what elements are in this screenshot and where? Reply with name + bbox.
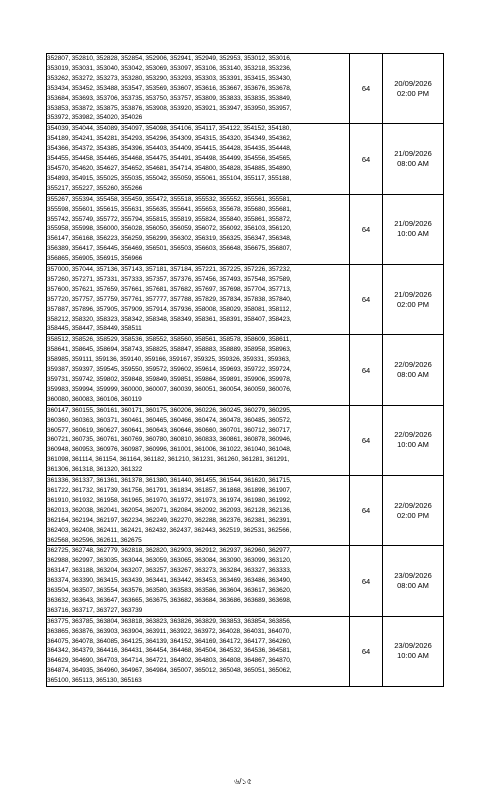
roll-numbers-cell — [47, 335, 350, 405]
exam-datetime-cell — [383, 54, 444, 124]
candidate-count-cell: 64 — [350, 265, 383, 335]
exam-date: 22/09/2026 — [394, 430, 432, 440]
roll-numbers-line: 357600, 357621, 357659, 357661, 357681, 357682, 357697, 357698, 357704, 357713, — [47, 285, 292, 293]
roll-numbers-line: 357260, 357271, 357331, 357333, 357357, 357376, 357456, 357493, 357548, 357589, — [47, 275, 292, 283]
schedule-row — [47, 335, 444, 405]
exam-date: 23/09/2026 — [394, 641, 432, 651]
roll-numbers-line: 361910, 361932, 361958, 361965, 361970, 361972, 361973, 361974, 361980, 361992, — [47, 496, 292, 504]
candidate-count-cell: 64 — [350, 335, 383, 405]
schedule-row — [47, 124, 444, 194]
candidate-count-cell: 64 — [350, 54, 383, 124]
roll-numbers-line: 355598, 355601, 355615, 355631, 355635, 355641, 355653, 355678, 355680, 355681, — [47, 205, 292, 213]
schedule-table — [46, 53, 444, 687]
roll-numbers-line: 360147, 360155, 360161, 360171, 360175, 360206, 360226, 360245, 360279, 360295, — [47, 406, 292, 414]
roll-numbers-line: 358641, 358645, 358694, 358743, 358825, 358847, 358883, 358889, 358958, 358963, — [47, 346, 292, 354]
candidate-count-cell: 64 — [350, 194, 383, 264]
roll-numbers-line: 358512, 358526, 358529, 358536, 358552, 358560, 358561, 358578, 358609, 358611, — [47, 336, 292, 344]
roll-numbers-line: 362725, 362748, 362779, 362818, 362820, 362903, 362912, 362937, 362960, 362977, — [47, 547, 292, 555]
roll-numbers-line: 363865, 363876, 363903, 363904, 363911, 363922, 363972, 364028, 364031, 364070, — [47, 627, 292, 635]
exam-datetime-cell — [383, 124, 444, 194]
exam-date: 21/09/2026 — [394, 149, 432, 159]
roll-numbers-line: 353972, 353982, 354020, 354026 — [47, 114, 143, 122]
schedule-table-body — [47, 54, 444, 687]
roll-numbers-line: 354570, 354620, 354627, 354652, 354681, 354714, 354800, 354828, 354885, 354890, — [47, 164, 292, 172]
exam-time: 02:00 PM — [396, 88, 430, 98]
exam-datetime-cell — [383, 265, 444, 335]
exam-time: 10:00 AM — [397, 651, 429, 661]
roll-numbers-line: 357720, 357757, 357759, 357761, 357777, 357788, 357829, 357834, 357838, 357840, — [47, 295, 292, 303]
roll-numbers-line: 363374, 363390, 363415, 363439, 363441, 363442, 363453, 363469, 363486, 363490, — [47, 577, 292, 585]
roll-numbers-line: 360948, 360953, 360976, 360987, 360996, 361001, 361006, 361022, 361040, 361048, — [47, 446, 292, 454]
schedule-row — [47, 476, 444, 546]
roll-numbers-line: 353853, 353872, 353875, 353876, 353908, 353920, 353921, 353947, 353950, 353957, — [47, 104, 292, 112]
exam-time: 08:00 AM — [397, 581, 429, 591]
roll-numbers-line: 364629, 364690, 364703, 364714, 364721, 364802, 364803, 364808, 364867, 364870, — [47, 657, 292, 665]
roll-numbers-line: 353434, 353452, 353488, 353547, 353569, 353607, 353616, 353667, 353676, 353678, — [47, 84, 292, 92]
candidate-count-cell: 64 — [350, 546, 383, 616]
schedule-row — [47, 265, 444, 335]
exam-date: 22/09/2026 — [394, 360, 432, 370]
roll-numbers-line: 363504, 363507, 363554, 363576, 363580, 363583, 363586, 363604, 363617, 363620, — [47, 587, 292, 595]
roll-numbers-line: 361336, 361337, 361361, 361378, 361380, 361440, 361455, 361544, 361620, 361715, — [47, 477, 292, 485]
roll-numbers-line: 360721, 360735, 360761, 360769, 360780, 360810, 360833, 360861, 360878, 360946, — [47, 436, 292, 444]
schedule-row — [47, 546, 444, 616]
roll-numbers-line: 355267, 355394, 355458, 355459, 355472, 355518, 355532, 355552, 355561, 355581, — [47, 195, 292, 203]
exam-date: 21/09/2026 — [394, 219, 432, 229]
exam-datetime-cell — [383, 546, 444, 616]
roll-numbers-cell — [47, 54, 350, 124]
roll-numbers-line: 356147, 356168, 356223, 356259, 356299, 356302, 356319, 356325, 356347, 356348, — [47, 235, 292, 243]
exam-datetime-cell — [383, 476, 444, 546]
schedule-row — [47, 405, 444, 475]
exam-date: 21/09/2026 — [394, 289, 432, 299]
roll-numbers-line: 357000, 357044, 357136, 357143, 357181, 357184, 357221, 357225, 357226, 357232, — [47, 266, 292, 274]
roll-numbers-line: 364075, 364078, 364085, 364125, 364139, 364152, 364169, 364172, 364177, 364260, — [47, 637, 292, 645]
roll-numbers-cell — [47, 546, 350, 616]
roll-numbers-line: 362013, 362038, 362041, 362054, 362071, 362084, 362092, 362093, 362128, 362136, — [47, 506, 292, 514]
roll-numbers-line: 362568, 362596, 362611, 362675 — [47, 536, 142, 544]
roll-numbers-cell — [47, 476, 350, 546]
exam-time: 08:00 AM — [397, 370, 429, 380]
schedule-row — [47, 194, 444, 264]
exam-datetime-cell — [383, 616, 444, 686]
roll-numbers-line: 358985, 359111, 359136, 359140, 359166, 359167, 359325, 359326, 359331, 359363, — [47, 356, 291, 364]
exam-time: 02:00 PM — [396, 299, 430, 309]
roll-numbers-cell — [47, 194, 350, 264]
roll-numbers-line: 360577, 360619, 360627, 360641, 360643, 360646, 360660, 360701, 360712, 360717, — [47, 426, 292, 434]
roll-numbers-cell — [47, 265, 350, 335]
roll-numbers-line: 364342, 364379, 364416, 364431, 364454, 364468, 364504, 364532, 364536, 364581, — [47, 647, 292, 655]
roll-numbers-line: 358212, 358320, 358323, 358342, 358348, 358349, 358361, 358391, 358407, 358423, — [47, 315, 292, 323]
roll-numbers-line: 361306, 361318, 361320, 361322 — [47, 466, 143, 474]
roll-numbers-cell — [47, 405, 350, 475]
roll-numbers-line: 354189, 354241, 354281, 354293, 354296, 354309, 354315, 354320, 354349, 354362, — [47, 135, 292, 143]
schedule-row — [47, 54, 444, 124]
roll-numbers-line: 357887, 357896, 357905, 357909, 357914, 357936, 358008, 358029, 358081, 358112, — [47, 305, 292, 313]
roll-numbers-line: 362164, 362194, 362197, 362234, 362249, 362270, 362288, 362376, 362381, 362391, — [47, 516, 292, 524]
exam-time: 10:00 AM — [397, 229, 429, 239]
roll-numbers-line: 363632, 363643, 363647, 363665, 363675, 363682, 363684, 363686, 363689, 363698, — [47, 596, 292, 604]
exam-time: 08:00 AM — [397, 159, 429, 169]
roll-numbers-line: 360360, 360363, 360371, 360461, 360465, 360466, 360474, 360478, 360485, 360572, — [47, 416, 292, 424]
roll-numbers-line: 363716, 363717, 363727, 363739 — [47, 606, 143, 614]
candidate-count-cell: 64 — [350, 616, 383, 686]
roll-numbers-cell — [47, 124, 350, 194]
roll-numbers-line: 360080, 360083, 360106, 360119 — [47, 395, 142, 403]
roll-numbers-cell — [47, 616, 350, 686]
roll-numbers-line: 355958, 355998, 356000, 356028, 356050, 356059, 356072, 356092, 356103, 356120, — [47, 225, 292, 233]
exam-datetime-cell — [383, 194, 444, 264]
roll-numbers-line: 355742, 355749, 355772, 355794, 355815, 355819, 355824, 355840, 355861, 355872, — [47, 215, 292, 223]
roll-numbers-line: 358445, 358447, 358449, 358511 — [47, 325, 142, 333]
roll-numbers-line: 354455, 354458, 354465, 354468, 354475, 354491, 354498, 354499, 354556, 354565, — [47, 155, 292, 163]
roll-numbers-line: 354893, 354915, 355025, 355035, 355042, 355059, 355061, 355104, 355117, 355188, — [47, 174, 292, 182]
roll-numbers-line: 356389, 356417, 356445, 356469, 356501, 356503, 356603, 356648, 356675, 356807, — [47, 245, 292, 253]
page-number: ৬/১৫ — [234, 777, 252, 786]
schedule-row — [47, 616, 444, 686]
candidate-count-cell: 64 — [350, 124, 383, 194]
roll-numbers-line: 364874, 364935, 364960, 364967, 364984, 365007, 365012, 365048, 365051, 365062, — [47, 667, 292, 675]
roll-numbers-line: 363147, 363188, 363204, 363207, 363257, 363267, 363273, 363284, 363327, 363333, — [47, 567, 292, 575]
roll-numbers-line: 352807, 352810, 352828, 352854, 352906, 352941, 352949, 352953, 353012, 353016, — [47, 55, 292, 62]
roll-numbers-line: 353684, 353693, 353706, 353735, 353750, 353757, 353809, 353833, 353835, 353849, — [47, 94, 292, 102]
exam-time: 02:00 PM — [396, 510, 430, 520]
exam-datetime-cell — [383, 405, 444, 475]
candidate-count-cell: 64 — [350, 405, 383, 475]
exam-date: 20/09/2026 — [394, 78, 432, 88]
roll-numbers-line: 359983, 359994, 359999, 360000, 360007, 360039, 360051, 360054, 360059, 360076, — [47, 385, 292, 393]
candidate-count-cell: 64 — [350, 476, 383, 546]
roll-numbers-line: 359731, 359742, 359802, 359848, 359849, 359851, 359864, 359891, 359906, 359978, — [47, 376, 292, 383]
roll-numbers-line: 355217, 355227, 355260, 355266 — [47, 184, 143, 192]
roll-numbers-line: 356865, 356905, 356915, 356966 — [47, 255, 143, 263]
roll-numbers-line: 353262, 353272, 353273, 353280, 353290, 353293, 353303, 353391, 353415, 353430, — [47, 74, 292, 82]
roll-numbers-line: 359387, 359397, 359545, 359550, 359572, 359602, 359614, 359693, 359722, 359724, — [47, 366, 292, 374]
exam-date: 22/09/2026 — [394, 500, 432, 510]
roll-numbers-line: 361722, 361732, 361739, 361756, 361791, 361834, 361857, 361868, 361898, 361907, — [47, 486, 292, 494]
roll-numbers-line: 354366, 354372, 354385, 354396, 354403, 354409, 354415, 354428, 354435, 354448, — [47, 145, 292, 153]
exam-time: 10:00 AM — [397, 440, 429, 450]
roll-numbers-line: 365100, 365113, 365130, 365163 — [47, 677, 142, 685]
roll-numbers-line: 361098, 361114, 361154, 361164, 361182, 361210, 361231, 361260, 361281, 361291, — [47, 456, 290, 464]
roll-numbers-line: 363775, 363785, 363804, 363818, 363823, 363826, 363829, 363853, 363854, 363856, — [47, 617, 292, 625]
exam-date: 23/09/2026 — [394, 571, 432, 581]
roll-numbers-line: 362988, 362997, 363035, 363044, 363059, 363065, 363084, 363090, 363099, 363120, — [47, 557, 292, 565]
exam-datetime-cell — [383, 335, 444, 405]
roll-numbers-line: 362403, 362408, 362411, 362421, 362432, 362437, 362443, 362519, 362531, 362566, — [47, 526, 292, 534]
roll-numbers-line: 354039, 354044, 354089, 354097, 354098, 354106, 354117, 354122, 354152, 354180, — [47, 125, 292, 133]
roll-numbers-line: 353019, 353031, 353040, 353042, 353069, 353097, 353106, 353140, 353218, 353236, — [47, 64, 292, 72]
